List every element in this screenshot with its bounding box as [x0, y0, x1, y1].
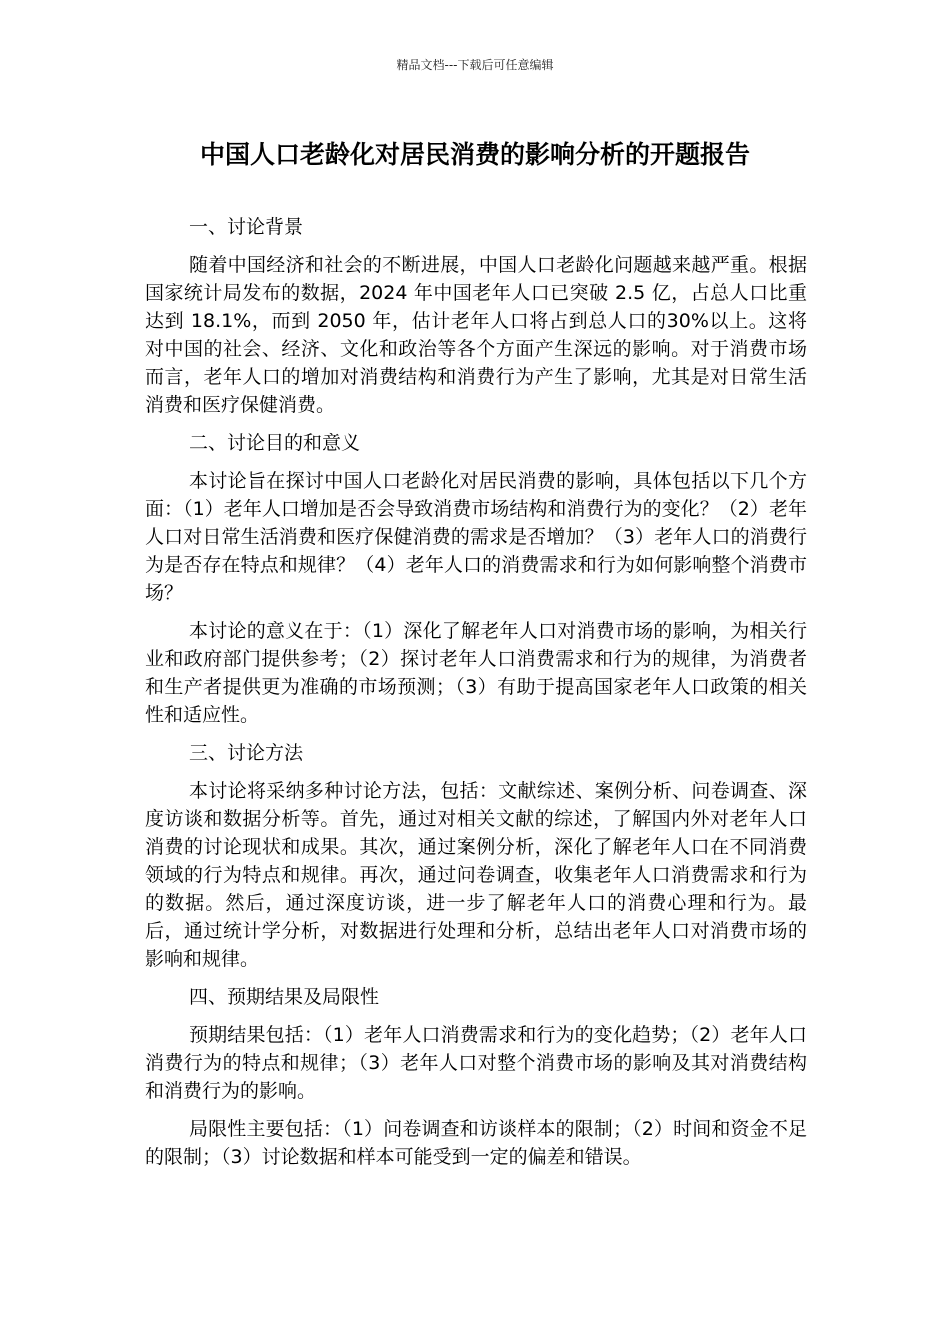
paragraph-methods: 本讨论将采纳多种讨论方法，包括：文献综述、案例分析、问卷调查、深度访谈和数据分析等。首先，通过对相关文献的综述，了解国内外对老年人口消费的讨论现状和成果。其次，通过案例分析，深化了解老年人口在不同消费领域的行为特点和规律。再次，通过问卷调查，收集老年人口消费需求和行为的数据。然后，通过深度访谈，进一步了解老年人口的消费心理和行为。最后，通过统计学分析，对数据进行处理和分析，总结出老年人口对消费市场的影响和规律。	[145, 780, 807, 970]
section-heading-background: 一、讨论背景	[189, 216, 304, 238]
paragraph-significance: 本讨论的意义在于：（1）深化了解老年人口对消费市场的影响，为相关行业和政府部门提供参考；（2）探讨老年人口消费需求和行为的规律，为消费者和生产者提供更为准确的市场预测；（3）有助于提高国家老年人口政策的相关性和适应性。	[145, 620, 807, 726]
section-heading-results: 四、预期结果及局限性	[189, 986, 380, 1008]
section-heading-purpose: 二、讨论目的和意义	[189, 432, 361, 454]
page-header: 精品文档---下载后可任意编辑	[396, 58, 554, 72]
paragraph-expected-results: 预期结果包括：（1）老年人口消费需求和行为的变化趋势；（2）老年人口消费行为的特点和规律；（3）老年人口对整个消费市场的影响及其对消费结构和消费行为的影响。	[145, 1024, 807, 1102]
section-heading-methods: 三、讨论方法	[189, 742, 304, 764]
document-title: 中国人口老龄化对居民消费的影响分析的开题报告	[199, 140, 750, 169]
paragraph-purpose: 本讨论旨在探讨中国人口老龄化对居民消费的影响，具体包括以下几个方面：（1）老年人口增加是否会导致消费市场结构和消费行为的变化？（2）老年人口对日常生活消费和医疗保健消费的需求是否增加？（3）老年人口的消费行为是否存在特点和规律？（4）老年人口的消费需求和行为如何影响整个消费市场？	[145, 470, 807, 604]
paragraph-background: 随着中国经济和社会的不断进展，中国人口老龄化问题越来越严重。根据国家统计局发布的数据，2024 年中国老年人口已突破 2.5 亿，占总人口比重达到 18.1%，而到 2050 年，估计老年人口将占到总人口的30%以上。这将对中国的社会、经济、文化和政治等各个方面产生深远的影响。对于消费市场而言，老年人口的增加对消费结构和消费行为产生了影响，尤其是对日常生活消费和医疗保健消费。	[145, 254, 807, 416]
paragraph-limitations: 局限性主要包括：（1）问卷调查和访谈样本的限制；（2）时间和资金不足的限制；（3）讨论数据和样本可能受到一定的偏差和错误。	[145, 1118, 807, 1168]
document-body	[145, 213, 807, 1181]
